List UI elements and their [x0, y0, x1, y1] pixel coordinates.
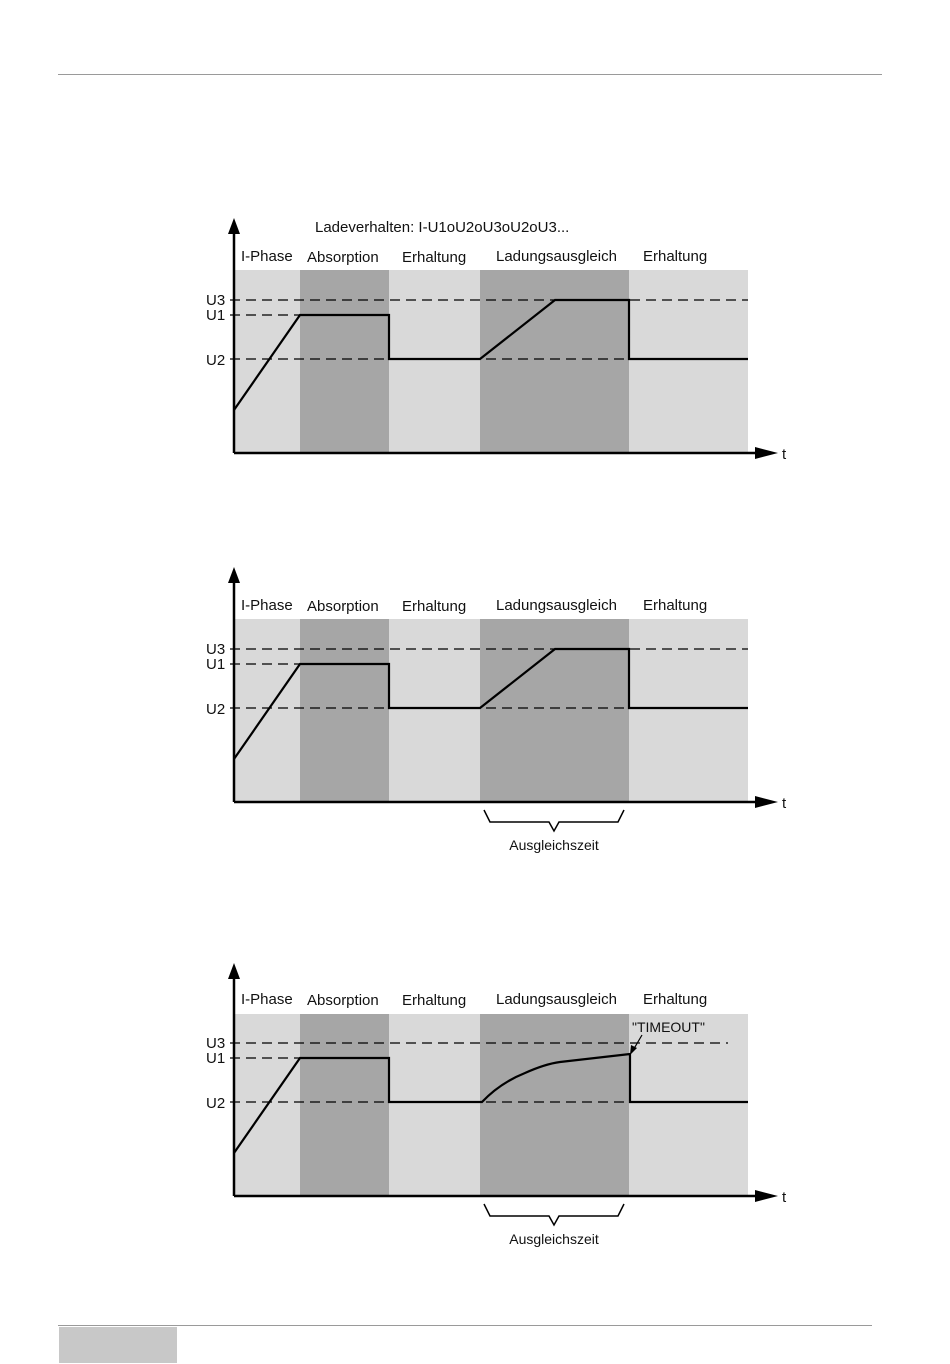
charging-diagram-3 [0, 955, 950, 1255]
footer-rule [58, 1325, 872, 1326]
phase-label-erhaltung-2: Erhaltung [643, 248, 708, 265]
diagram-title: Ladeverhalten: I-U1oU2oU3oU2oU3... [315, 219, 570, 236]
axis-label-t: t [782, 446, 787, 463]
phase-band-erhaltung [389, 270, 480, 453]
level-label-u3: U3 [206, 1035, 226, 1052]
footer-page-tab [59, 1327, 177, 1363]
phase-band-ladungsausgleich [480, 1014, 629, 1197]
phase-band-erhaltung-2 [629, 270, 748, 453]
phase-label-i-phase: I-Phase [241, 597, 293, 614]
x-axis-arrow [755, 796, 778, 808]
level-label-u2: U2 [206, 1095, 226, 1112]
phase-label-erhaltung-2: Erhaltung [643, 991, 708, 1008]
level-label-u2: U2 [206, 701, 226, 718]
x-axis-arrow [755, 1190, 778, 1202]
phase-label-absorption: Absorption [307, 992, 379, 1009]
charging-diagram-2 [0, 560, 950, 860]
axis-label-t: t [782, 795, 787, 812]
level-label-u3: U3 [206, 641, 226, 658]
level-label-u3: U3 [206, 292, 226, 309]
phase-band-absorption [300, 619, 389, 802]
y-axis-arrow [228, 567, 240, 583]
level-label-u1: U1 [206, 1050, 226, 1067]
phase-band-ladungsausgleich [480, 270, 629, 453]
ausgleichszeit-label: Ausgleichszeit [509, 1231, 599, 1247]
phase-band-erhaltung [389, 619, 480, 802]
x-axis-arrow [755, 447, 778, 459]
phase-label-absorption: Absorption [307, 598, 379, 615]
y-axis-arrow [228, 963, 240, 979]
phase-label-erhaltung-2: Erhaltung [643, 597, 708, 614]
ausgleichszeit-label: Ausgleichszeit [509, 837, 599, 853]
phase-label-i-phase: I-Phase [241, 248, 293, 265]
level-label-u1: U1 [206, 656, 226, 673]
phase-band-erhaltung [389, 1014, 480, 1197]
axis-label-t: t [782, 1189, 787, 1206]
level-label-u1: U1 [206, 307, 226, 324]
phase-band-absorption [300, 270, 389, 453]
charging-diagram-1 [0, 200, 950, 500]
ausgleichszeit-brace [484, 810, 624, 831]
phase-label-i-phase: I-Phase [241, 991, 293, 1008]
phase-label-erhaltung: Erhaltung [402, 249, 467, 266]
level-label-u2: U2 [206, 352, 226, 369]
phase-label-ladungsausgleich: Ladungsausgleich [496, 597, 617, 614]
timeout-label: "TIMEOUT" [632, 1019, 705, 1035]
phase-band-erhaltung-2 [629, 1014, 748, 1197]
phase-label-erhaltung: Erhaltung [402, 598, 467, 615]
phase-label-ladungsausgleich: Ladungsausgleich [496, 991, 617, 1008]
phase-band-ladungsausgleich [480, 619, 629, 802]
phase-band-absorption [300, 1014, 389, 1197]
header-rule [58, 74, 882, 75]
phase-label-ladungsausgleich: Ladungsausgleich [496, 248, 617, 265]
y-axis-arrow [228, 218, 240, 234]
phase-label-erhaltung: Erhaltung [402, 992, 467, 1009]
phase-band-erhaltung-2 [629, 619, 748, 802]
ausgleichszeit-brace [484, 1204, 624, 1225]
phase-label-absorption: Absorption [307, 249, 379, 266]
